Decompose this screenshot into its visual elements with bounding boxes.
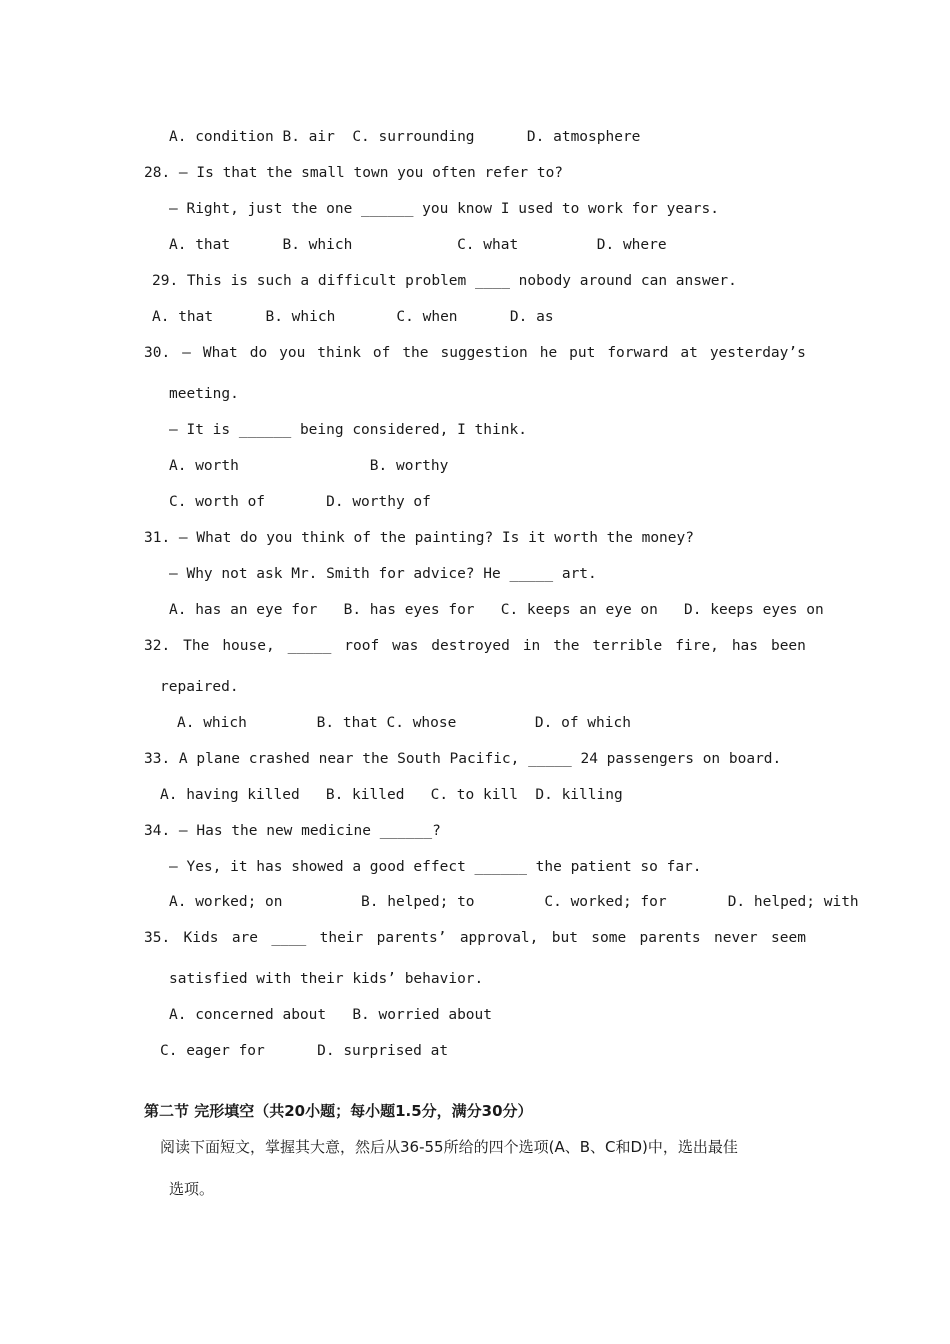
- q32-word: roof: [344, 638, 380, 654]
- q30-word: you: [279, 345, 306, 361]
- q28-reply: — Right, just the one ______ you know I used to work for years.: [169, 201, 719, 217]
- q32-word: been: [770, 638, 806, 654]
- q32-word: terrible: [592, 638, 663, 654]
- q34-stem: 34. — Has the new medicine ______?: [144, 823, 441, 839]
- q32-word: 32.: [144, 638, 171, 654]
- q33-stem: 33. A plane crashed near the South Pacific, _____ 24 passengers on board.: [144, 751, 782, 767]
- q35-stem-continued: satisfied with their kids’ behavior.: [169, 971, 484, 987]
- q30-options-row2: C. worth of D. worthy of: [169, 494, 431, 510]
- q31-options: A. has an eye for B. has eyes for C. keeps an eye on D. keeps eyes on: [169, 602, 824, 618]
- q35-word: some: [591, 930, 627, 946]
- q32-word: has: [731, 638, 759, 654]
- q32-stem-continued: repaired.: [160, 679, 239, 695]
- q35-stem: [144, 928, 806, 948]
- q28-options: A. that B. which C. what D. where: [169, 237, 667, 253]
- q35-word: parents: [639, 930, 701, 946]
- q32-word: fire,: [675, 638, 719, 654]
- q32-stem: [144, 636, 806, 656]
- q28-stem: 28. — Is that the small town you often refer to?: [144, 165, 564, 181]
- q30-reply: — It is ______ being considered, I think.: [169, 422, 527, 438]
- q35-options-row2: C. eager for D. surprised at: [160, 1043, 449, 1059]
- q35-word: 35.: [144, 930, 171, 946]
- q32-options: A. which B. that C. whose D. of which: [177, 715, 631, 731]
- q35-word: parents’: [376, 930, 447, 946]
- q35-word: Kids: [183, 930, 219, 946]
- q29-stem: 29. This is such a difficult problem ____ nobody around can answer.: [152, 273, 737, 289]
- section-heading: 第二节 完形填空（共20小题；每小题1.5分，满分30分）: [144, 1102, 533, 1120]
- q30-word: think: [317, 345, 361, 361]
- q35-word: ____: [271, 930, 307, 946]
- q30-word: at: [680, 345, 698, 361]
- q30-word: put: [569, 345, 596, 361]
- q34-reply: — Yes, it has showed a good effect ______ the patient so far.: [169, 859, 702, 875]
- q30-word: What: [202, 345, 238, 361]
- q32-word: in: [522, 638, 541, 654]
- section-instruction: 阅读下面短文，掌握其大意，然后从36-55所给的四个选项(A、B、C和D)中，选出最佳: [160, 1138, 738, 1156]
- q30-word: forward: [607, 345, 669, 361]
- q30-word: 30.: [144, 345, 171, 361]
- q32-word: house,: [222, 638, 275, 654]
- q30-stem: [144, 343, 806, 363]
- q35-word: their: [319, 930, 364, 946]
- q27-options: A. condition B. air C. surrounding D. atmosphere: [169, 129, 641, 145]
- q31-stem: 31. — What do you think of the painting? Is it worth the money?: [144, 530, 694, 546]
- q30-word: do: [249, 345, 268, 361]
- section-instruction-continued: 选项。: [169, 1180, 215, 1198]
- q30-word: of: [372, 345, 391, 361]
- q33-options: A. having killed B. killed C. to kill D. killing: [160, 787, 623, 803]
- q32-word: was: [392, 638, 419, 654]
- q30-word: suggestion: [440, 345, 528, 361]
- q35-word: but: [551, 930, 578, 946]
- q30-options-row1: A. worth B. worthy: [169, 458, 449, 474]
- q32-word: The: [183, 638, 210, 654]
- q35-word: seem: [771, 930, 806, 946]
- q30-word: yesterday’s: [709, 345, 806, 361]
- q30-word: he: [539, 345, 558, 361]
- q30-stem-continued: meeting.: [169, 386, 239, 402]
- q35-word: never: [714, 930, 758, 946]
- q32-word: the: [553, 638, 580, 654]
- q32-word: destroyed: [431, 638, 510, 654]
- q30-word: the: [402, 345, 429, 361]
- q34-options: A. worked; on B. helped; to C. worked; for D. helped; with: [169, 894, 859, 910]
- q30-word: —: [182, 345, 191, 361]
- q35-word: are: [231, 930, 259, 946]
- q32-word: _____: [287, 638, 332, 654]
- q35-word: approval,: [459, 930, 539, 946]
- q35-options-row1: A. concerned about B. worried about: [169, 1007, 493, 1023]
- q31-reply: — Why not ask Mr. Smith for advice? He _____ art.: [169, 566, 597, 582]
- q29-options: A. that B. which C. when D. as: [152, 309, 554, 325]
